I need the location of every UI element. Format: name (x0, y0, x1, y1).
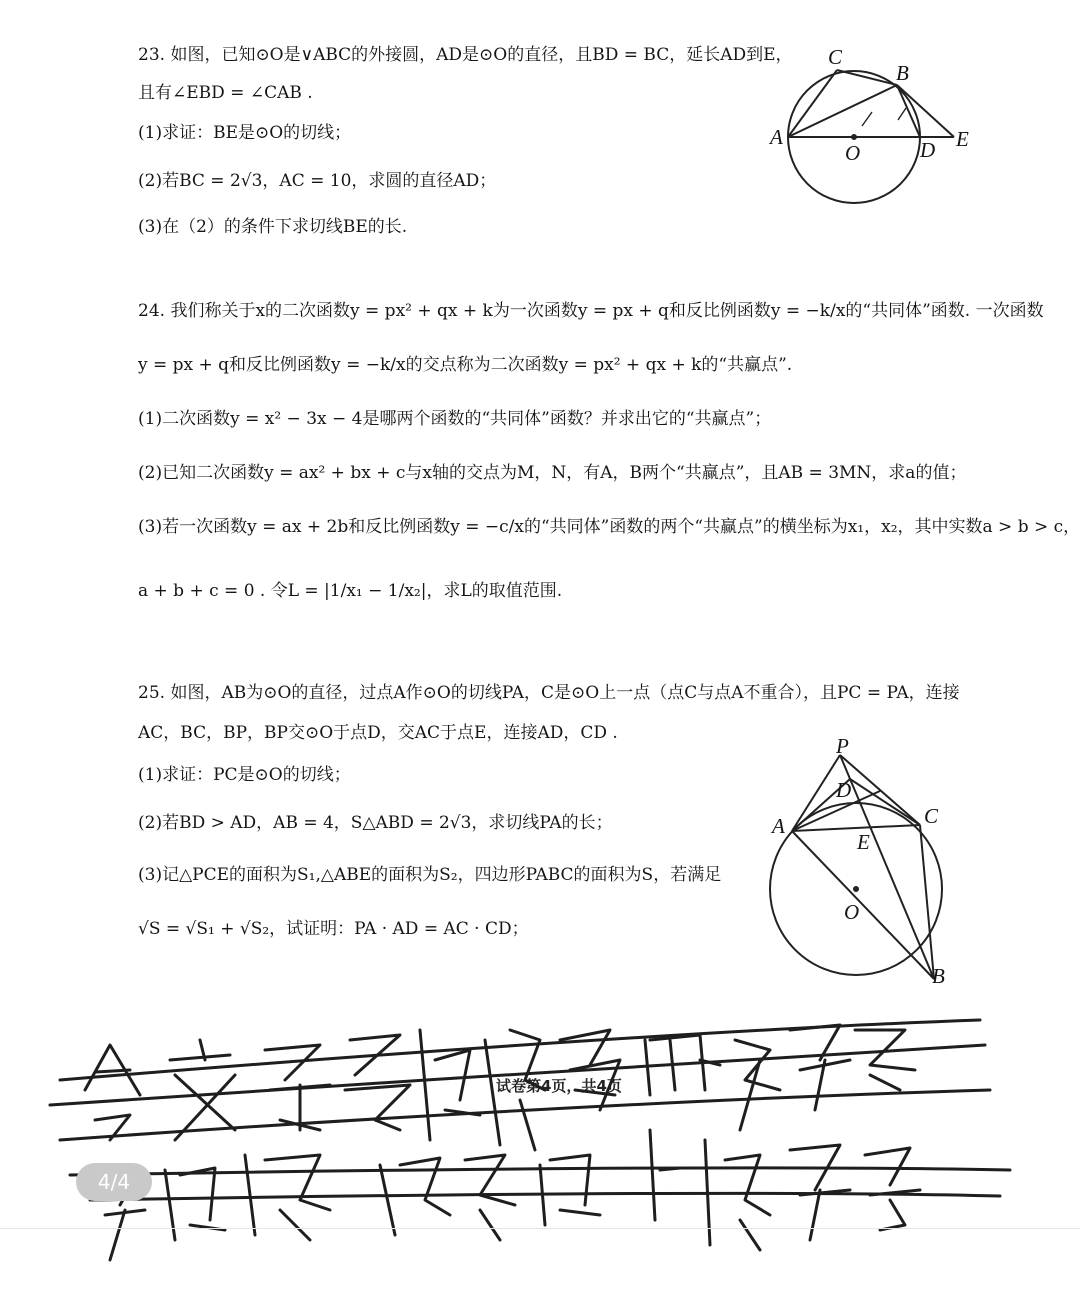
q25-label-D: D (836, 778, 852, 802)
q23-part2: (2)若BC = 2√3，AC = 10，求圆的直径AD； (138, 171, 497, 191)
page-footer: 试卷第4页，共4页 (496, 1077, 622, 1095)
q25-label-O: O (844, 900, 860, 924)
q25-label-E: E (857, 830, 870, 854)
q24-stem-line1: 24. 我们称关于x的二次函数y = px² + qx + k为一次函数y = px + q和反比例函数y = −k/x的“共同体”函数. 一次函数 (138, 301, 1044, 321)
q23-stem-line1: 23. 如图，已知⊙O是∨ABC的外接圆，AD是⊙O的直径，且BD = BC，延长AD到E， (138, 45, 793, 65)
q24-part3: (3)若一次函数y = ax + 2b和反比例函数y = −c/x的“共同体”函数的两个“共赢点”的横坐标为x₁，x₂，其中实数a > b > c， (138, 517, 1080, 537)
q25-part1: (1)求证：PC是⊙O的切线； (138, 765, 351, 785)
q23-part3: (3)在（2）的条件下求切线BE的长. (138, 217, 408, 237)
q23-label-C: C (828, 45, 843, 69)
q25-label-B: B (932, 964, 945, 988)
q25-label-C: C (924, 804, 939, 828)
q23-label-A: A (770, 125, 783, 149)
bottom-divider (0, 1228, 1080, 1229)
q25-part3-continued: √S = √S₁ + √S₂，试证明：PA · AD = AC · CD； (138, 919, 529, 939)
q25-part3: (3)记△PCE的面积为S₁,△ABE的面积为S₂，四边形PABC的面积为S，若满足 (138, 865, 722, 885)
q24-stem-line2: y = px + q和反比例函数y = −k/x的交点称为二次函数y = px² + qx + k的“共赢点”. (138, 355, 793, 375)
q25-part2: (2)若BD > AD，AB = 4，S△ABD = 2√3，求切线PA的长； (138, 813, 613, 833)
q23-label-D: D (920, 138, 936, 162)
q25-stem-line2: AC，BC，BP，BP交⊙O于点D，交AC于点E，连接AD，CD . (138, 723, 618, 743)
q25-label-A: A (772, 814, 785, 838)
q23-label-E: E (956, 127, 969, 151)
q24-part3-continued: a + b + c = 0 . 令L = |1/x₁ − 1/x₂|，求L的取值范围. (138, 581, 563, 601)
q23-label-B: B (896, 61, 909, 85)
q25-label-P: P (836, 735, 849, 758)
q24-part1: (1)二次函数y = x² − 3x − 4是哪两个函数的“共同体”函数？并求出它的“共赢点”； (138, 409, 772, 429)
q23-label-O: O (845, 141, 861, 165)
q23-stem-line2: 且有∠EBD = ∠CAB . (138, 83, 313, 103)
q23-part1: (1)求证：BE是⊙O的切线； (138, 123, 352, 143)
q25-stem-line1: 25. 如图，AB为⊙O的直径，过点A作⊙O的切线PA，C是⊙O上一点（点C与点A不重合），且PC = PA，连接 (138, 683, 960, 703)
q24-part2: (2)已知二次函数y = ax² + bx + c与x轴的交点为M，N，有A，B两个“共赢点”，且AB = 3MN，求a的值； (138, 463, 967, 483)
page-indicator: 4/4 (76, 1163, 152, 1201)
